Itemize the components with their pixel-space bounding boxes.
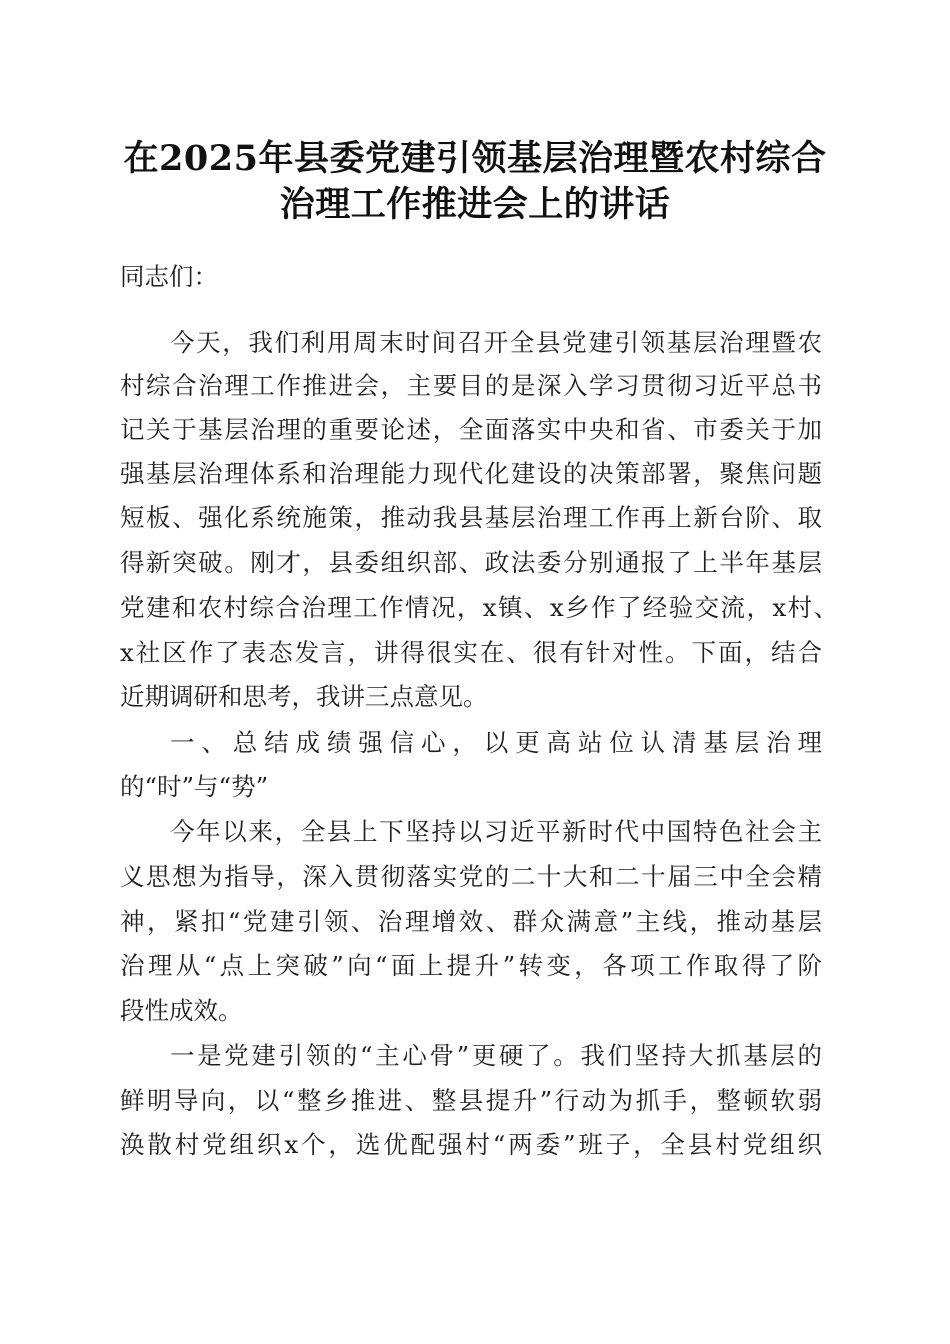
section-heading-line-1: 一、总结成绩强信心，以更高站位认清基层治理 [170, 728, 822, 757]
paragraph-line: 治理从“点上突破”向“面上提升”转变，各项工作取得了阶 [120, 951, 822, 980]
paragraph-line: x社区作了表态发言，讲得很实在、很有针对性。下面，结合 [120, 638, 822, 667]
paragraph-line: 得新突破。刚才，县委组织部、政法委分别通报了上半年基层 [120, 548, 822, 577]
paragraph-line: 鲜明导向，以“整乡推进、整县提升”行动为抓手，整顿软弱 [120, 1086, 822, 1115]
paragraph-line: 一是党建引领的“主心骨”更硬了。我们坚持大抓基层的 [170, 1041, 822, 1070]
document-title-line-1: 在2025年县委党建引领基层治理暨农村综合 [123, 138, 827, 179]
paragraph-line: 村综合治理工作推进会，主要目的是深入学习贯彻习近平总书 [120, 371, 822, 400]
paragraph-line: 神，紧扣“党建引领、治理增效、群众满意”主线，推动基层 [120, 907, 822, 936]
paragraph-line: 近期调研和思考，我讲三点意见。 [120, 682, 488, 711]
paragraph-line: 今年以来，全县上下坚持以习近平新时代中国特色社会主 [170, 817, 822, 846]
paragraph-line: 涣散村党组织x个，选优配强村“两委”班子，全县村党组织 [120, 1130, 822, 1159]
section-heading-line-2: 的“时”与“势” [120, 772, 269, 801]
paragraph-line: 记关于基层治理的重要论述，全面落实中央和省、市委关于加 [120, 415, 822, 444]
paragraph-line: 短板、强化系统施策，推动我县基层治理工作再上新台阶、取 [120, 503, 822, 532]
paragraph-line: 党建和农村综合治理工作情况，x镇、x乡作了经验交流，x村、 [120, 593, 838, 622]
paragraph-line: 强基层治理体系和治理能力现代化建设的决策部署，聚焦问题 [120, 459, 822, 488]
salutation: 同志们： [120, 262, 218, 291]
paragraph-line: 义思想为指导，深入贯彻落实党的二十大和二十届三中全会精 [120, 862, 822, 891]
document-title-line-2: 治理工作推进会上的讲话 [279, 184, 671, 225]
paragraph-line: 段性成效。 [120, 996, 243, 1025]
paragraph-line: 今天，我们利用周末时间召开全县党建引领基层治理暨农 [170, 328, 822, 357]
